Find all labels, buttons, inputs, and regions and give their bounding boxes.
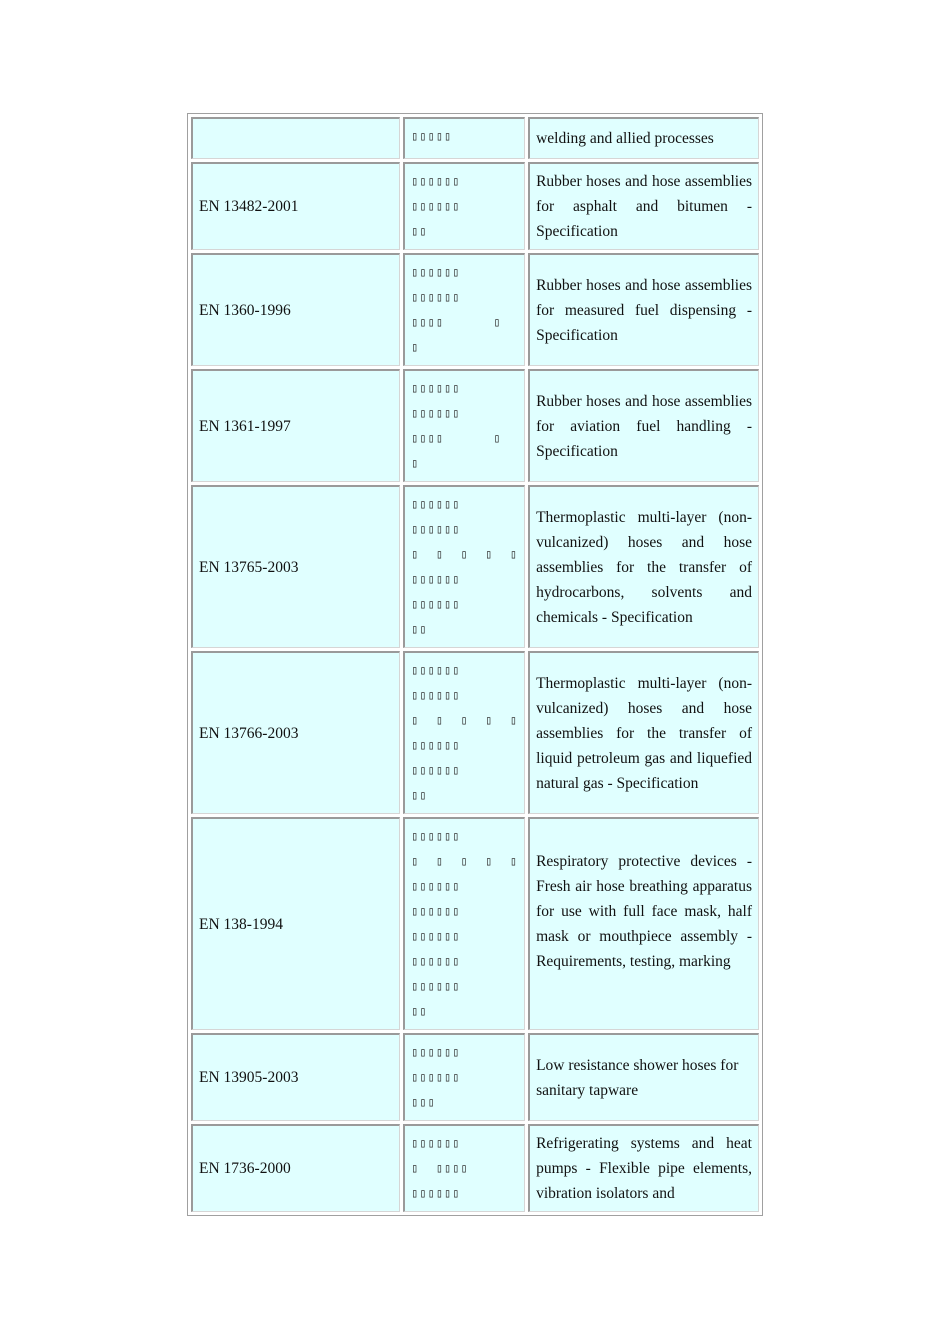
chinese-title-line: ▯▯▯▯ ▯ [411, 431, 502, 445]
chinese-title-line: ▯▯▯▯▯▯ [411, 763, 461, 777]
table-body [191, 117, 759, 1212]
english-title-cell: welding and allied processes [528, 117, 759, 159]
chinese-title-line: ▯▯▯▯▯▯ [411, 829, 461, 843]
english-title-cell: Thermoplastic multi-layer (non-vulcanized) hoses and hose assemblies for the transfer of liquid petroleum gas and liquefied natural gas - Specification [528, 651, 759, 814]
chinese-title-line: ▯ [411, 340, 420, 354]
chinese-title-cell [403, 369, 525, 482]
chinese-title-line: ▯▯▯▯▯▯ [411, 497, 461, 511]
chinese-title-line: ▯▯▯▯▯▯ [411, 522, 461, 536]
standard-code-cell: EN 1360-1996 [191, 253, 400, 366]
chinese-title-line: ▯▯▯▯▯▯ [411, 174, 461, 188]
chinese-title-line: ▯ ▯▯▯▯ [411, 1161, 469, 1175]
table-row [191, 1124, 759, 1212]
chinese-title-line: ▯ ▯ ▯ ▯ ▯ [411, 547, 519, 561]
chinese-title-cell [403, 253, 525, 366]
standard-code-cell: EN 13766-2003 [191, 651, 400, 814]
chinese-title-cell [403, 817, 525, 1030]
chinese-title-cell [403, 651, 525, 814]
chinese-title-line: ▯▯ [411, 788, 428, 802]
chinese-title-line: ▯ ▯ ▯ ▯ ▯ [411, 854, 519, 868]
chinese-title-line: ▯▯▯▯▯▯ [411, 929, 461, 943]
chinese-title-cell [403, 162, 525, 250]
table-row [191, 651, 759, 814]
chinese-title-line: ▯▯▯▯▯▯ [411, 290, 461, 304]
chinese-title-line: ▯▯▯▯▯▯ [411, 879, 461, 893]
chinese-title-line: ▯ [411, 456, 420, 470]
standard-code-cell: EN 13482-2001 [191, 162, 400, 250]
english-title-cell: Rubber hoses and hose assemblies for asphalt and bitumen - Specification [528, 162, 759, 250]
chinese-title-line: ▯▯▯▯▯ [411, 129, 453, 143]
chinese-title-line: ▯▯▯▯▯▯ [411, 738, 461, 752]
table-row [191, 485, 759, 648]
chinese-title-line: ▯▯▯▯▯▯ [411, 1045, 461, 1059]
chinese-title-line: ▯▯▯▯▯▯ [411, 1070, 461, 1084]
chinese-title-cell [403, 117, 525, 159]
chinese-title-line: ▯▯▯▯▯▯ [411, 954, 461, 968]
table-row [191, 117, 759, 159]
standard-code-cell [191, 117, 400, 159]
table-row [191, 369, 759, 482]
chinese-title-line: ▯▯ [411, 1004, 428, 1018]
english-title-cell: Rubber hoses and hose assemblies for measured fuel dispensing - Specification [528, 253, 759, 366]
table-row [191, 162, 759, 250]
chinese-title-line: ▯▯▯▯ ▯ [411, 315, 502, 329]
table-row [191, 817, 759, 1030]
chinese-title-line: ▯▯▯▯▯▯ [411, 406, 461, 420]
standard-code-cell: EN 1361-1997 [191, 369, 400, 482]
english-title-cell: Low resistance shower hoses for sanitary tapware [528, 1033, 759, 1121]
chinese-title-line: ▯▯▯ [411, 1095, 436, 1109]
chinese-title-line: ▯▯ [411, 224, 428, 238]
chinese-title-line: ▯▯▯▯▯▯ [411, 1186, 461, 1200]
chinese-title-line: ▯▯▯▯▯▯ [411, 663, 461, 677]
chinese-title-line: ▯▯▯▯▯▯ [411, 597, 461, 611]
chinese-title-cell [403, 1033, 525, 1121]
standard-code-cell: EN 13765-2003 [191, 485, 400, 648]
chinese-title-line: ▯▯▯▯▯▯ [411, 979, 461, 993]
chinese-title-line: ▯▯ [411, 622, 428, 636]
standard-code-cell: EN 138-1994 [191, 817, 400, 1030]
standards-table [187, 113, 763, 1216]
table-row [191, 1033, 759, 1121]
standard-code-cell: EN 1736-2000 [191, 1124, 400, 1212]
chinese-title-line: ▯▯▯▯▯▯ [411, 199, 461, 213]
english-title-cell: Respiratory protective devices - Fresh air hose breathing apparatus for use with full face mask, half mask or mouthpiece assembly - Requirements, testing, marking [528, 817, 759, 1030]
chinese-title-line: ▯▯▯▯▯▯ [411, 572, 461, 586]
chinese-title-cell [403, 1124, 525, 1212]
english-title-cell: Thermoplastic multi-layer (non-vulcanized) hoses and hose assemblies for the transfer of hydrocarbons, solvents and chemicals - Specification [528, 485, 759, 648]
chinese-title-line: ▯▯▯▯▯▯ [411, 688, 461, 702]
chinese-title-line: ▯▯▯▯▯▯ [411, 904, 461, 918]
chinese-title-line: ▯▯▯▯▯▯ [411, 381, 461, 395]
english-title-cell: Refrigerating systems and heat pumps - Flexible pipe elements, vibration isolators and [528, 1124, 759, 1212]
chinese-title-cell [403, 485, 525, 648]
standard-code-cell: EN 13905-2003 [191, 1033, 400, 1121]
chinese-title-line: ▯ ▯ ▯ ▯ ▯ [411, 713, 519, 727]
table-row [191, 253, 759, 366]
english-title-cell: Rubber hoses and hose assemblies for aviation fuel handling - Specification [528, 369, 759, 482]
chinese-title-line: ▯▯▯▯▯▯ [411, 1136, 461, 1150]
chinese-title-line: ▯▯▯▯▯▯ [411, 265, 461, 279]
